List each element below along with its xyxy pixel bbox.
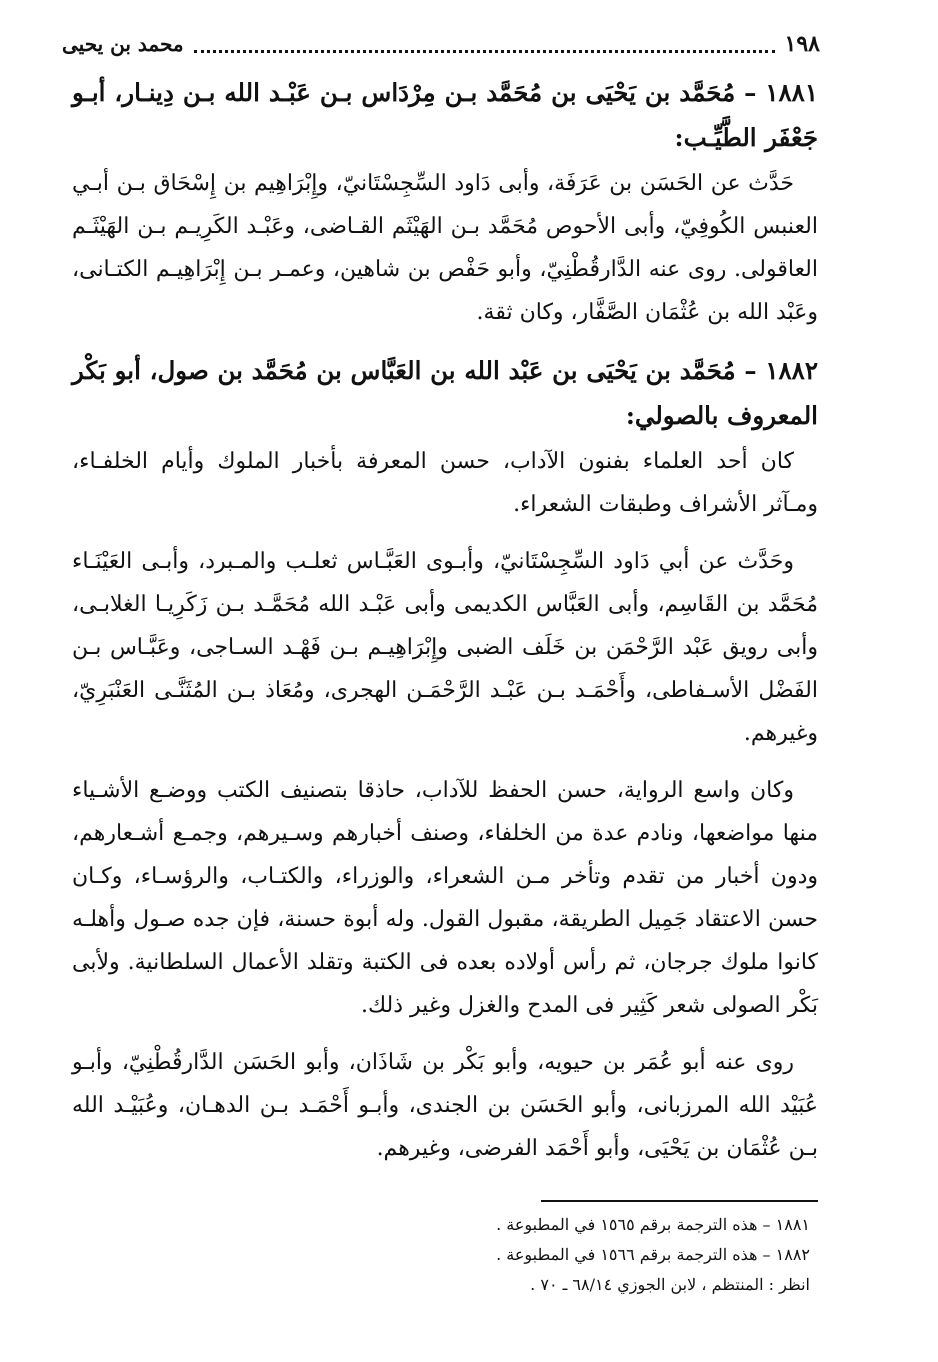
entry-title-1882: ١٨٨٢ – مُحَمَّد بن يَحْيَى بن عَبْد الله بن العَبَّاس بن مُحَمَّد بن صول، أبو بَكْر المعروف بالصولي: bbox=[72, 356, 818, 430]
footnotes bbox=[72, 1210, 810, 1300]
footnote-separator bbox=[541, 1200, 818, 1202]
page-body bbox=[72, 70, 818, 1170]
entry-1882-paragraph-1: كان أحد العلماء بفنون الآداب، حسن المعرفة بأخبار الملوك وأيام الخلفـاء، ومـآثر الأشراف وطبقات الشعراء. bbox=[72, 449, 818, 517]
entry-1882-paragraph-2: وحَدَّث عن أبي دَاود السِّجِسْتَانيّ، وأبـوى العَبَّـاس ثعلـب والمـبرد، وأبـى العَيْنَـاء مُحَمَّد بن القَاسِم، وأبى العَبَّاس الكديمى وأبى عَبْـد الله مُحَمَّـد بـن زَكَرِيـا الغلابـى، وأبى رويق عَبْد الرَّحْمَن بن خَلَف الضبى وإِبْرَاهِيـم بـن فَهْـد السـاجى، وعَبَّـاس بـن الفَضْل الأسـفاطى، وأَحْمَـد بـن عَبْـد الرَّحْمَـن الهجرى، ومُعَاذ بـن المُثَنَّـى العَنْبَرِيّ، وغيرهم. bbox=[72, 549, 818, 746]
entry-1882-paragraph-3: وكان واسع الرواية، حسن الحفظ للآداب، حاذقا بتصنيف الكتب ووضـع الأشـياء منها مواضعها، ونادم عدة من الخلفاء، وصنف أخبارهم وسـيرهم، وجمـع أشـعارهم، ودون أخبار من تقدم وتأخر مـن الشعراء، والوزراء، والكتـاب، والرؤسـاء، وكـان حسن الاعتقاد جَمِيل الطريقة، مقبول القول. وله أبوة حسنة، فإن جده صـول وأهلـه كانوا ملوك جرجان، ثم رأس أولاده بعده فى الكتبة وتقلد الأعمال السلطانية. ولأبى بَكْر الصولى شعر كَثِير فى المدح والغزل وغير ذلك. bbox=[72, 778, 818, 1018]
dotted-leader bbox=[194, 36, 775, 53]
page-header bbox=[62, 26, 820, 62]
footnote-1882: ١٨٨٢ – هذه الترجمة برقم ١٥٦٦ في المطبوعة . bbox=[496, 1245, 810, 1264]
footnote-reference: انظر : المنتظم ، لابن الجوزي ٦٨/١٤ ـ ٧٠ . bbox=[530, 1275, 810, 1294]
running-title: محمد بن يحيى bbox=[62, 32, 184, 56]
entry-title-1881: ١٨٨١ – مُحَمَّد بن يَحْيَى بن مُحَمَّد بـن مِرْدَاس بـن عَبْـد الله بـن دِينـار، أبـو جَعْفَر الطَّيِّـب: bbox=[72, 78, 818, 152]
entry-1882-paragraph-4: روى عنه أبو عُمَر بن حيويه، وأبو بَكْر بن شَاذَان، وأبو الحَسَن الدَّارقُطْنِيّ، وأبـو عُبَيْد الله المرزبانى، وأبو الحَسَن بن الجندى، وأبـو أَحْمَـد بـن الدهـان، وعُبَيْـد الله بـن عُثْمَان بن يَحْيَى، وأبو أَحْمَد الفرضى، وغيرهم. bbox=[72, 1050, 818, 1161]
footnote-1881: ١٨٨١ – هذه الترجمة برقم ١٥٦٥ في المطبوعة . bbox=[496, 1215, 810, 1234]
entry-1881-paragraph-1: حَدَّث عن الحَسَن بن عَرَفَة، وأبى دَاود السِّجِسْتَانيّ، وإِبْرَاهِيم بن إِسْحَاق بـن أبـي العنبس الكُوفِيّ، وأبى الأحوص مُحَمَّد بـن الهَيْثَم القـاضى، وعَبْـد الكَرِيـم بـن الهَيْثَـم العاقولى. روى عنه الدَّارقُطْنِيّ، وأبو حَفْص بن شاهين، وعمـر بـن إِبْرَاهِيـم الكتـانى، وعَبْد الله بن عُثْمَان الصَّفَّار، وكان ثقة. bbox=[72, 171, 818, 325]
page-number: ١٩٨ bbox=[784, 31, 820, 57]
